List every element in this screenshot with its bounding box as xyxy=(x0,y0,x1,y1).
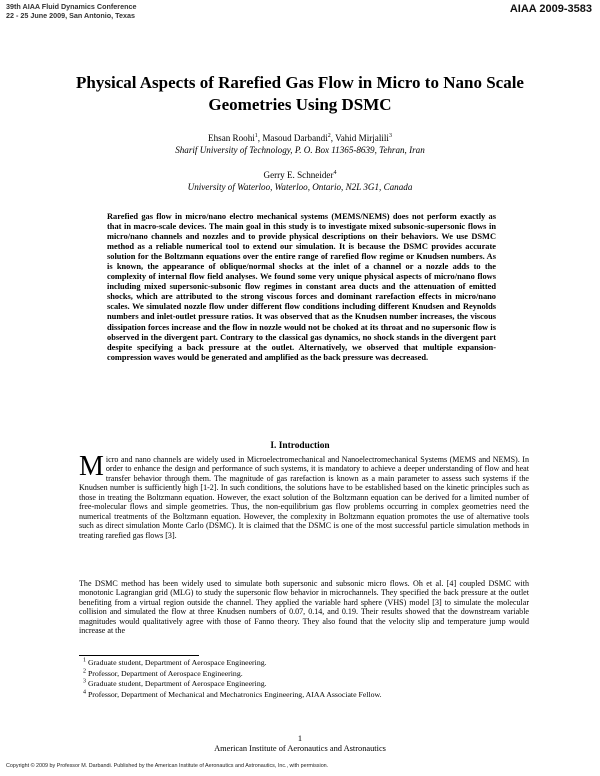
footnote-divider xyxy=(79,655,199,656)
footnote xyxy=(83,679,382,690)
footnotes xyxy=(83,658,382,700)
affiliation: Sharif University of Technology, P. O. Box 11365-8639, Tehran, Iran xyxy=(175,144,425,155)
author-line-2 xyxy=(60,170,540,182)
author-block-1 xyxy=(60,133,540,156)
intro-paragraph-1 xyxy=(79,451,529,540)
footnote-mark: 1 xyxy=(83,657,86,664)
affiliation: University of Waterloo, Waterloo, Ontario, N2L 3G1, Canada xyxy=(187,181,413,192)
author-block-2 xyxy=(60,170,540,193)
section-heading: I. Introduction xyxy=(270,441,330,451)
author-line-1: Ehsan Roohi$^1$, Masoud Darbandi$^2$, Vahid Mirjalili$^3$ xyxy=(208,132,392,143)
intro-paragraph-2: The DSMC method has been widely used to simulate both supersonic and subsonic micro flows. Oh et al. [4] coupled DSMC with monotonic Lagrangian grid (MLG) to study the supersonic flow behavior in microchannels. They specified the back pressure at the outlet benefiting from a virtual region outside the channel. They applied the variable hard sphere (VHS) model [3] to simulate the molecular collision and simulated the flow at three Knudsen numbers of 0.07, 0.14, and 0.19. Their results showed that the downstream variable magnitudes would qualitatively agree with those of Fanno theory. They also found that the velocity slip and temperature jump would increase at the xyxy=(79,579,529,636)
conference-header xyxy=(6,3,136,20)
footnote-text: Professor, Department of Aerospace Engineering. xyxy=(87,668,243,678)
author-footnote-mark: 3 xyxy=(388,132,392,139)
footnote-text: Professor, Department of Mechanical and Mechatronics Engineering, AIAA Associate Fellow. xyxy=(87,689,382,699)
author-footnote-mark: 2 xyxy=(327,132,331,139)
copyright-notice: Copyright © 2009 by Professor M. Darbandi. Published by the American Institute of Aeronautics and Astronautics, Inc., with permission. xyxy=(6,763,329,769)
footnote-text: Graduate student, Department of Aerospace Engineering. xyxy=(87,658,267,667)
paper-title: Physical Aspects of Rarefied Gas Flow in Micro to Nano Scale Geometries Using DSMC xyxy=(76,73,524,114)
drop-cap: M xyxy=(79,451,104,482)
footnote xyxy=(83,669,382,680)
author-name: Masoud Darbandi xyxy=(262,133,328,143)
author-footnote-mark: 4 xyxy=(333,169,337,176)
footnote-text: Graduate student, Department of Aerospace Engineering. xyxy=(87,679,267,688)
paragraph-text: icro and nano channels are widely used in Microelectromechanical and Nanoelectromechanical Systems (MEMS and NEMS). In order to enhance the design and performance of such systems, it is mandatory to achieve a deeper understanding of flow and heat transfer behavior through them. The magnitude of gas rarefaction is known as a main parameter to assess such systems if the Knudsen number is sufficiently high [1-2]. In such conditions, the solutions have to be established based on the kinetic principles such as those in treating the Boltzmann equation. However, the exact solution of the Boltzmann equation can be derived for a limited number of free-molecular flows and simple geometries. Thus, the non-equilibrium gas flow problems occurring in complex geometries need the numerical treatments of the Boltzmann equation. However, the complexity in Boltzmann equation promotes the use of alternative tools such as direct simulation Monte Carlo (DSMC). It is claimed that the DSMC is one of the most successful particle simulation methods in treating rarefied gas flows [3]. xyxy=(79,455,529,540)
page-number: 1 xyxy=(297,734,303,743)
abstract: Rarefied gas flow in micro/nano electro mechanical systems (MEMS/NEMS) does not perform exactly as that in macro-scale devices. The main goal in this study is to investigate mixed subsonic-supersonic flows in micro/nano channels and nozzles and to provide physical descriptions on their behaviors. We use DSMC method as a reliable numerical tool to extend our simulation. It is because the DSMC provides accurate solution for the Boltzmann equations over the entire range of rarefied flow regime or Knudsen numbers. As is known, the appearance of oblique/normal shocks at the inlet of a channel or a nozzle adds to the complexity of internal flow field analyses. We found some very unique physical aspects of micro/nano flows including mixed supersonic-subsonic flow regimes in constant area ducts and the attenuation of emitted shocks, which are attributed to the strong viscous forces and dominant rarefaction effects in micro/nano scales. We simulated nozzle flow under different flow conditions including different Knudsen and Reynolds numbers and inlet-outlet pressure ratios. It was observed that as the Knudsen number increases, the viscous dissipation forces increase and the flow in nozzle would not be choked at its throat and no supersonic flow is observed in the divergent part. Contrary to the classical gas dynamics, no shock stands in the divergent part despite specifying a back pressure at the outlet. Alternatively, we observed that multiple expansion-compression waves would be generated and amplified as the back pressure was decreased. xyxy=(107,212,496,362)
footnote-mark: 3 xyxy=(83,678,86,685)
footnote-mark: 4 xyxy=(83,688,86,695)
publisher-name: American Institute of Aeronautics and Astronautics xyxy=(214,744,386,753)
footnote xyxy=(83,658,382,669)
author-name: Ehsan Roohi xyxy=(208,133,255,143)
footnote xyxy=(83,690,382,701)
footnote-mark: 2 xyxy=(83,667,86,674)
author-footnote-mark: 1 xyxy=(254,132,258,139)
page-footer xyxy=(0,734,600,754)
paper-id: AIAA 2009-3583 xyxy=(509,3,592,15)
conference-dates: 22 - 25 June 2009, San Antonio, Texas xyxy=(6,10,136,20)
author-name: Gerry E. Schneider xyxy=(263,170,334,180)
conference-name: 39th AIAA Fluid Dynamics Conference xyxy=(6,2,137,11)
author-name: Vahid Mirjalili xyxy=(335,133,389,143)
